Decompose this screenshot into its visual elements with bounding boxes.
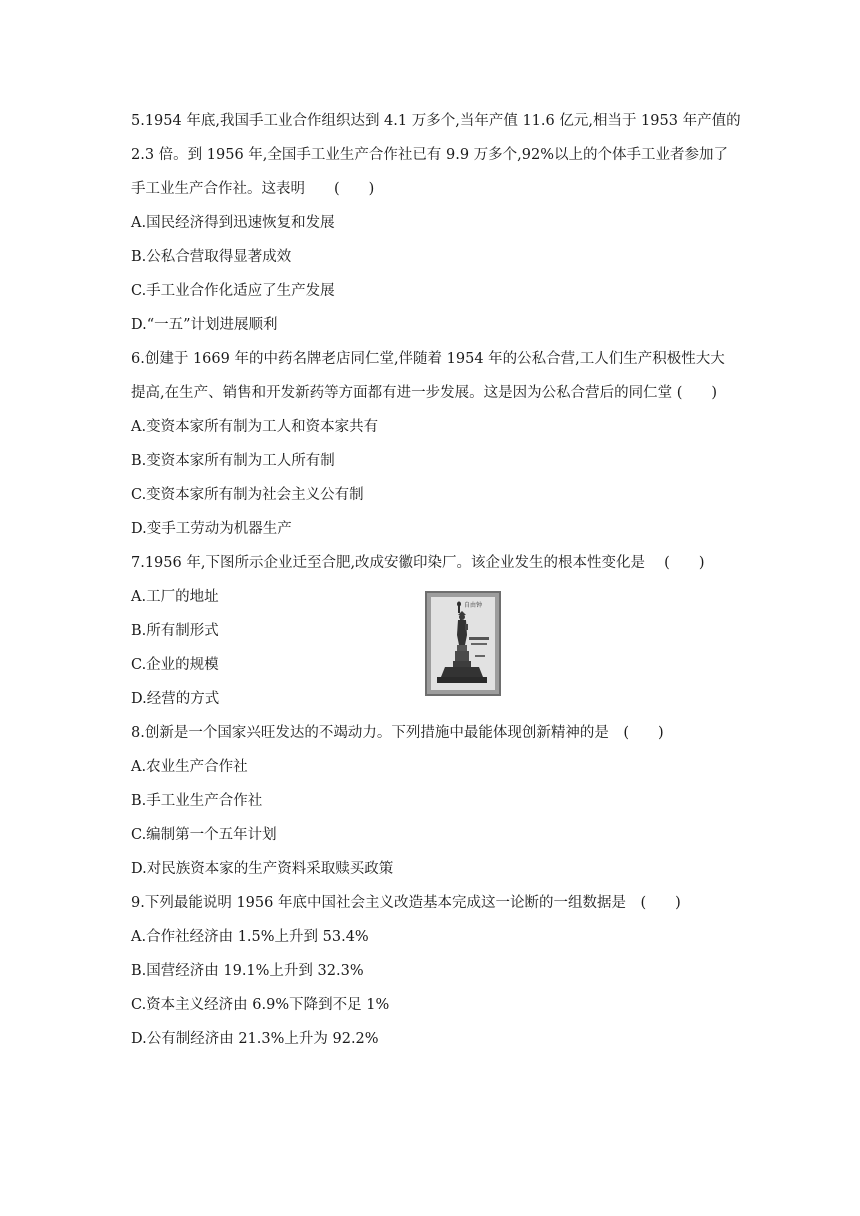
q7-option-c: C.企业的规模 — [131, 657, 219, 673]
q6-option-c: C.变资本家所有制为社会主义公有制 — [131, 487, 364, 503]
q9-option-b: B.国营经济由 19.1%上升到 32.3% — [131, 963, 364, 979]
q5-option-b: B.公私合营取得显著成效 — [131, 249, 292, 265]
q5-stem-line-1: 5.1954 年底,我国手工业合作组织达到 4.1 万多个,当年产值 11.6 亿元,相当于 1953 年产值的 — [131, 113, 741, 129]
q6-stem-line-2: 提高,在生产、销售和开发新药等方面都有进一步发展。这是因为公私合营后的同仁堂 ( ) — [131, 385, 718, 401]
q9-option-a: A.合作社经济由 1.5%上升到 53.4% — [131, 929, 369, 945]
q7-option-b: B.所有制形式 — [131, 623, 219, 639]
q8-option-d: D.对民族资本家的生产资料采取赎买政策 — [131, 861, 394, 877]
q7-option-a: A.工厂的地址 — [131, 589, 219, 605]
q5-option-d: D.“一五”计划进展顺利 — [131, 317, 278, 333]
liberty-statue-trademark-icon — [431, 597, 495, 690]
q6-option-a: A.变资本家所有制为工人和资本家共有 — [131, 419, 379, 435]
q9-stem-line-1: 9.下列最能说明 1956 年底中国社会主义改造基本完成这一论断的一组数据是 ( ) — [131, 895, 681, 911]
q7-stem-line-1: 7.1956 年,下图所示企业迁至合肥,改成安徽印染厂。该企业发生的根本性变化是 ( ) — [131, 555, 705, 571]
q6-option-b: B.变资本家所有制为工人所有制 — [131, 453, 335, 469]
q8-option-c: C.编制第一个五年计划 — [131, 827, 277, 843]
q6-option-d: D.变手工劳动为机器生产 — [131, 521, 292, 537]
q7-trademark-photo — [425, 591, 501, 696]
q5-stem-line-3: 手工业生产合作社。这表明 ( ) — [131, 181, 375, 197]
q5-stem-line-2: 2.3 倍。到 1956 年,全国手工业生产合作社已有 9.9 万多个,92%以上的个体手工业者参加了 — [131, 147, 729, 163]
q8-stem-line-1: 8.创新是一个国家兴旺发达的不竭动力。下列措施中最能体现创新精神的是 ( ) — [131, 725, 664, 741]
trademark-label: 自由钟 — [463, 602, 483, 609]
q8-option-a: A.农业生产合作社 — [131, 759, 248, 775]
q7-option-d: D.经营的方式 — [131, 691, 220, 707]
q8-option-b: B.手工业生产合作社 — [131, 793, 263, 809]
q9-option-d: D.公有制经济由 21.3%上升为 92.2% — [131, 1031, 379, 1047]
q5-option-a: A.国民经济得到迅速恢复和发展 — [131, 215, 335, 231]
q5-option-c: C.手工业合作化适应了生产发展 — [131, 283, 335, 299]
q6-stem-line-1: 6.创建于 1669 年的中药名牌老店同仁堂,伴随着 1954 年的公私合营,工人们生产积极性大大 — [131, 351, 725, 367]
q9-option-c: C.资本主义经济由 6.9%下降到不足 1% — [131, 997, 390, 1013]
